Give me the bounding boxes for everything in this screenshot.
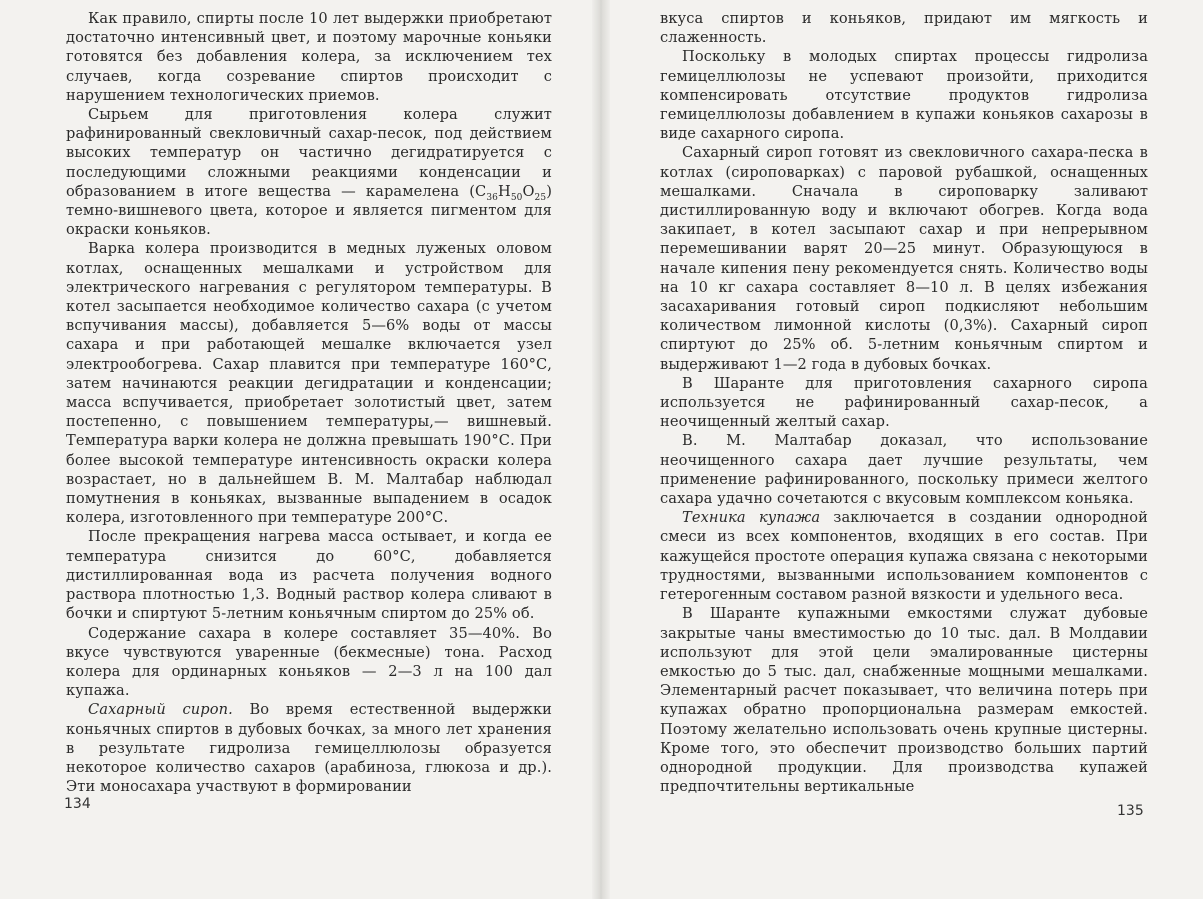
page-number: 134 <box>64 796 91 812</box>
paragraph-lead: Сахарный сироп. <box>88 701 233 719</box>
paragraph: Поскольку в молодых спиртах процессы гидролиза гемицеллюлозы не успевают произойти, приходится компенсировать отсутствие продуктов гидролиза гемицеллюлозы добавлением в купажи коньяков сахарозы в виде сахарного сиропа. <box>660 48 1148 143</box>
right-page <box>610 0 1203 899</box>
paragraph: В Шаранте купажными емкостями служат дубовые закрытые чаны вместимостью до 10 тыс. дал. В Молдавии используют для этой цели эмалированные цистерны емкостью до 5 тыс. дал, снабженные мощными мешалками. Элементарный расчет показывает, что величина потерь при купажах обратно пропорциональна размерам емкостей. Поэтому желательно использовать очень крупные цистерны. Кроме того, это обеспечит производство больших партий однородной продукции. Для производства купажей предпочтительны вертикальные <box>660 605 1148 796</box>
paragraph: Содержание сахара в колере составляет 35—40%. Во вкусе чувствуются уваренные (бекмесные) тона. Расход колера для ординарных коньяков — 2—3 л на 100 дал купажа. <box>66 624 552 700</box>
book-gutter <box>592 0 610 899</box>
left-page-text <box>66 9 552 796</box>
paragraph: Сырьем для приготовления колера служит рафинированный свекловичный сахар-песок, под действием высоких температур он частично дегидратируется с последующими сложными реакциями конденсации и образованием в итоге вещества — карамелена $(C_{36}H_{50}O_{25})$ темно-вишневого цвета, которое и является пигментом для окраски коньяков. <box>66 106 552 239</box>
chemical-formula: $(C_{36}H_{50}O_{25})$ <box>469 182 552 203</box>
paragraph: Варка колера производится в медных луженых оловом котлах, оснащенных мешалками и устройством для электрического нагревания с регулятором температуры. В котел засыпается необходимое количество сахара (с учетом вспучивания массы), добавляется 5—6% воды от массы сахара и при работающей мешалке включается узел электрообогрева. Сахар плавится при температуре 160°С, затем начинаются реакции дегидратации и конденсации; масса вспучивается, приобретает золотистый цвет, затем постепенно, с повышением температуры,— вишневый. Температура варки колера не должна превышать 190°С. При более высокой температуре интенсивность окраски колера возрастает, но в дальнейшем В. М. Малтабар наблюдал помутнения в коньяках, вызванные выпадением в осадок колера, изготовленного при температуре 200°С. <box>66 240 552 527</box>
paragraph: Как правило, спирты после 10 лет выдержки приобретают достаточно интенсивный цвет, и поэтому марочные коньяки готовятся без добавления колера, за исключением тех случаев, когда созревание спиртов происходит с нарушением технологических приемов. <box>66 10 552 104</box>
page-number: 135 <box>1117 803 1144 819</box>
paragraph: вкуса спиртов и коньяков, придают им мягкость и слаженность. <box>660 10 1148 47</box>
paragraph: После прекращения нагрева масса остывает, и когда ее температура снизится до 60°С, добавляется дистиллированная вода из расчета получения водного раствора плотностью 1,3. Водный раствор колера сливают в бочки и спиртуют 5-летним коньячным спиртом до 25% об. <box>66 528 552 623</box>
paragraph: Сахарный сироп готовят из свекловичного сахара-песка в котлах (сироповарках) с паровой рубашкой, оснащенных мешалками. Сначала в сироповарку заливают дистиллированную воду и включают обогрев. Когда вода закипает, в котел засыпают сахар и при непрерывном перемешивании варят 20—25 минут. Образующуюся в начале кипения пену рекомендуется снять. Количество воды на 10 кг сахара составляет 8—10 л. В целях избежания засахаривания готовый сироп подкисляют небольшим количеством лимонной кислоты (0,3%). Сахарный сироп спиртуют до 25% об. 5-летним коньячным спиртом и выдерживают 1—2 года в дубовых бочках. <box>660 144 1148 373</box>
paragraph: Сахарный сироп. Во время естественной выдержки коньячных спиртов в дубовых бочках, за много лет хранения в результате гидролиза гемицеллюлозы образуется некоторое количество сахаров (арабиноза, глюкоза и др.). Эти моносахара участвуют в формировании <box>66 701 553 796</box>
paragraph: В. М. Малтабар доказал, что использование неочищенного сахара дает лучшие результаты, чем применение рафинированного, поскольку примеси желтого сахара удачно сочетаются с вкусовым комплексом коньяка. <box>660 432 1148 508</box>
paragraph-lead: Техника купажа <box>682 509 821 527</box>
left-page <box>0 0 592 899</box>
paragraph: Техника купажа заключается в создании однородной смеси из всех компонентов, входящих в его состав. При кажущейся простоте операция купажа связана с некоторыми трудностями, вызванными использованием компонентов с гетерогенным составом разной вязкости и удельного веса. <box>660 509 1148 604</box>
right-page-text <box>660 9 1148 796</box>
paragraph: В Шаранте для приготовления сахарного сиропа используется не рафинированный сахар-песок, а неочищенный желтый сахар. <box>660 374 1148 431</box>
